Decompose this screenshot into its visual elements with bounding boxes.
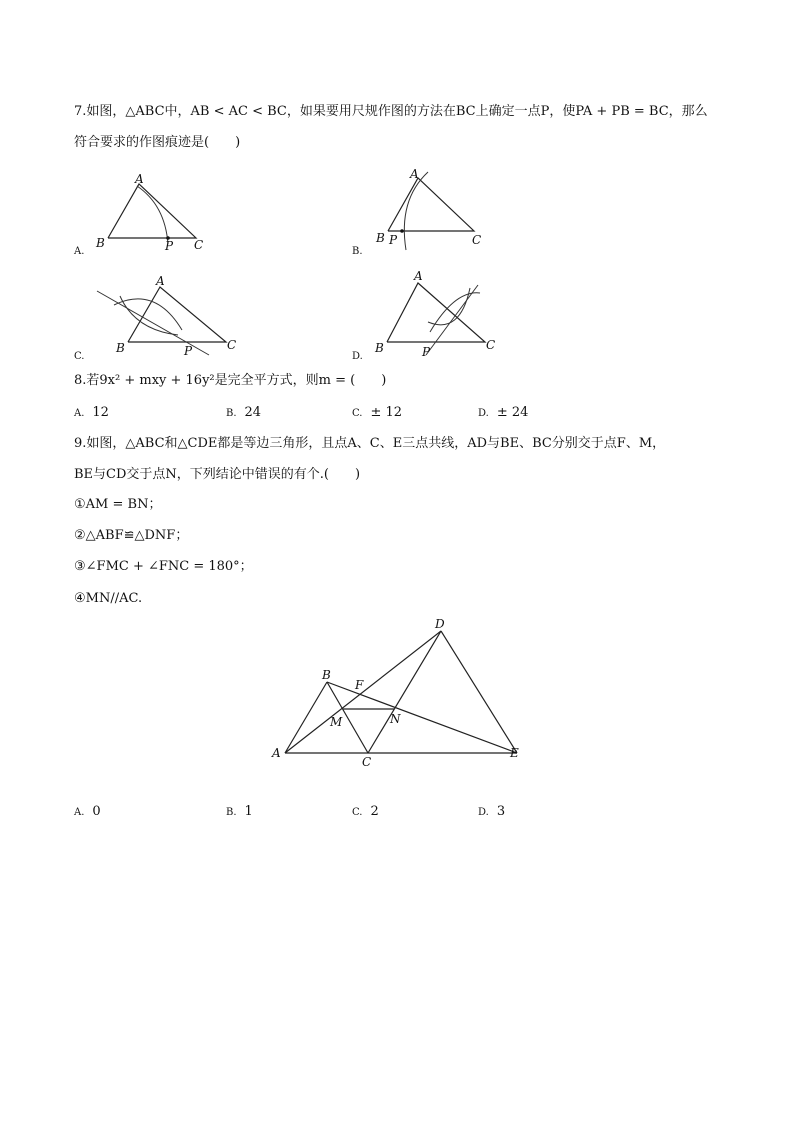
q7a-label-c: C [194, 238, 204, 252]
q7d-label-a: A [414, 269, 423, 283]
q7d-label-p: P [422, 345, 431, 359]
q7c-label-b: B [116, 341, 125, 355]
q7-figure-d [374, 269, 495, 359]
q8-option-d[interactable]: D. ± 24 [478, 405, 529, 420]
q9-label-e: E [510, 746, 519, 760]
q9-option-c[interactable]: C. 2 [352, 804, 379, 819]
q7c-label-p: P [184, 344, 193, 358]
q7-option-d[interactable]: D. [352, 351, 363, 362]
q7c-label-c: C [227, 338, 237, 352]
q9-statement-4: ④MN//AC. [74, 591, 143, 606]
q9-figure [271, 617, 519, 769]
q7a-label-p: P [165, 239, 174, 253]
q7c-label-a: A [156, 274, 165, 288]
q9-label-b: B [322, 668, 331, 682]
q7-stem-line2: 符合要求的作图痕迹是( ) [74, 135, 241, 150]
q9-stem-line2: BE与CD交于点N，下列结论中错误的有个.( ) [74, 467, 361, 482]
q7b-label-c: C [472, 233, 482, 247]
q7-option-b[interactable]: B. [352, 246, 363, 257]
q7-option-c[interactable]: C. [74, 351, 85, 362]
q9-statement-1: ①AM = BN； [74, 497, 162, 512]
q7b-label-p: P [389, 233, 398, 247]
q9-label-d: D [435, 617, 445, 631]
q9-stem-line1: 9.如图，△ABC和△CDE都是等边三角形，且点A、C、E三点共线，AD与BE、BC分别交于点F、M， [74, 436, 666, 451]
q9-label-n: N [390, 712, 401, 726]
q7a-label-b: B [96, 236, 105, 250]
q7a-label-a: A [135, 172, 144, 186]
q9-label-a: A [272, 746, 281, 760]
q7-figure-b [375, 167, 481, 250]
q9-statement-3: ③∠FMC + ∠FNC = 180°； [74, 559, 253, 574]
q7d-label-b: B [375, 341, 384, 355]
q9-statement-2: ②△ABF≌△DNF； [74, 528, 189, 543]
q9-option-b[interactable]: B. 1 [226, 804, 253, 819]
q8-option-c[interactable]: C. ± 12 [352, 405, 403, 420]
q9-label-m: M [330, 715, 343, 729]
q8-stem: 8.若9x² + mxy + 16y²是完全平方式，则m = ( ) [74, 373, 387, 388]
q9-option-a[interactable]: A. 0 [74, 804, 101, 819]
q7-option-a[interactable]: A. [74, 246, 85, 257]
q7b-label-b: B [376, 231, 385, 245]
q7-stem-line1: 7.如图，△ABC中，AB < AC < BC，如果要用尺规作图的方法在BC上确定一点P，使PA + PB = BC，那么 [74, 104, 708, 119]
q9-label-c: C [362, 755, 372, 769]
q9-option-d[interactable]: D. 3 [478, 804, 506, 819]
q7-figure-c [97, 274, 236, 358]
q8-option-a[interactable]: A. 12 [74, 405, 109, 420]
q7d-label-c: C [486, 338, 496, 352]
q9-label-f: F [355, 678, 364, 692]
q7-figure-a [95, 172, 203, 253]
q8-option-b[interactable]: B. 24 [226, 405, 262, 420]
q7b-label-a: A [410, 167, 419, 181]
